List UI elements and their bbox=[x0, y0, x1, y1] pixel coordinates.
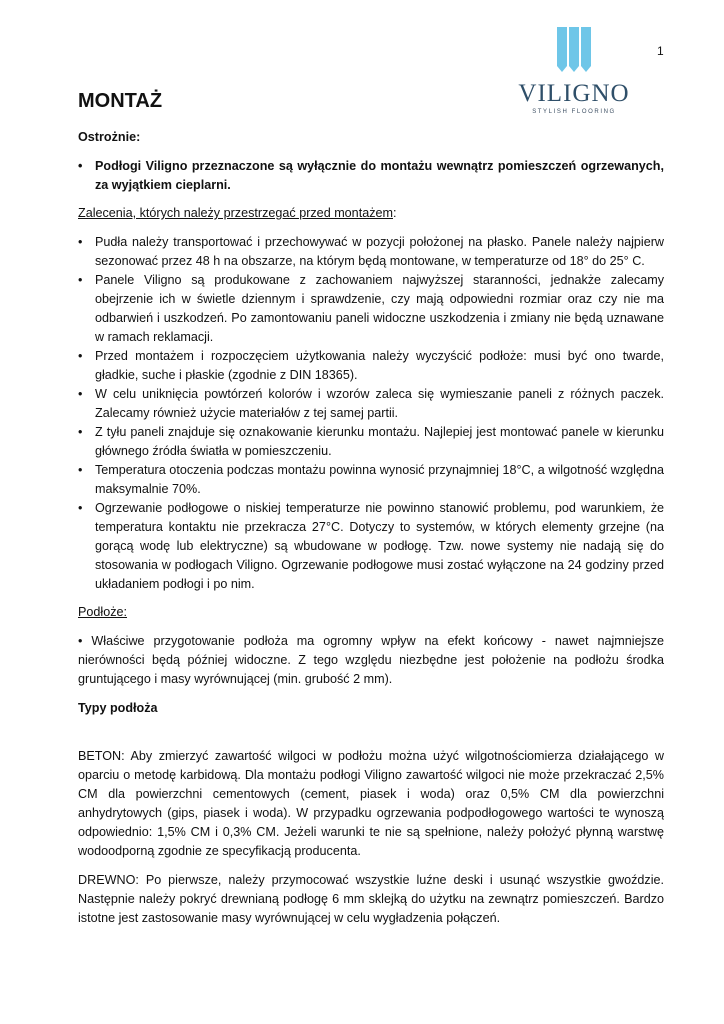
caution-list bbox=[78, 157, 664, 195]
document-body bbox=[78, 120, 664, 928]
recommendations-list bbox=[78, 233, 664, 594]
subfloor-heading: Podłoże: bbox=[78, 605, 128, 619]
concrete-paragraph: BETON: Aby zmierzyć zawartość wilgoci w podłożu można użyć wilgotnościomierza działającego w oparciu o metodę karbidową. Dla montażu podłogi Viligno zawartość wilgoci nie może przekraczać 2,5% CM dla powierzchni cementowych (cement, piasek i woda) oraz 0,5% CM dla powierzchni anhydrytowych (gips, piasek i woda). W przypadku ogrzewania podpodłogowego wartości te wynoszą odpowiednio: 1,5% CM i 0,3% CM. Jeżeli warunki te nie są spełnione, należy położyć płynną warstwę wodoodporną zgodnie ze specyfikacją producenta. bbox=[78, 749, 664, 858]
page-title: MONTAŻ bbox=[78, 90, 163, 112]
logo-tagline: STYLISH FLOORING bbox=[532, 109, 616, 115]
recommendations-heading-colon: : bbox=[393, 206, 397, 220]
recommendation-item: • Z tyłu paneli znajduje się oznakowanie kierunku montażu. Najlepiej jest montować panele w kierunku głównego źródła światła w pomieszczeniu. bbox=[78, 423, 664, 461]
subfloor-text: • Właściwe przygotowanie podłoża ma ogromny wpływ na efekt końcowy - nawet najmniejsze nierówności będą później widoczne. Z tego względu niezbędne jest położenie na podłożu środka gruntującego i masy wyrównującej (min. grubość 2 mm). bbox=[78, 634, 664, 686]
recommendation-item: • W celu uniknięcia powtórzeń kolorów i wzorów zaleca się wymieszanie paneli z różnych paczek. Zalecamy również użycie materiałów z tej samej partii. bbox=[78, 385, 664, 423]
subfloor-types-heading: Typy podłoża bbox=[78, 701, 158, 715]
logo-mark-icon bbox=[512, 24, 636, 80]
page-number: 1 bbox=[657, 44, 664, 58]
recommendations-heading bbox=[78, 204, 664, 223]
logo-brand-text: VILIGNO bbox=[518, 80, 630, 107]
recommendation-item: • Temperatura otoczenia podczas montażu powinna wynosić przynajmniej 18°C, a wilgotność względna maksymalnie 70%. bbox=[78, 461, 664, 499]
recommendation-item: • Panele Viligno są produkowane z zachowaniem najwyższej staranności, jednakże zalecamy obejrzenie ich w świetle dziennym i sprawdzenie, czy mają odpowiedni rozmiar oraz czy nie ma odbarwień i uszkodzeń. Po zamontowaniu paneli widoczne uszkodzenia i zmiany nie będą uznawane w ramach reklamacji. bbox=[78, 271, 664, 347]
recommendation-item: • Ogrzewanie podłogowe o niskiej temperaturze nie powinno stanowić problemu, pod warunkiem, że temperatura kontaktu nie przekracza 27°C. Dotyczy to systemów, w których elementy grzejne (na gorącą wodę lub elektryczne) są wbudowane w podłogę. Tzw. nowe systemy nie nadają się do stosowania w podłogach Viligno. Ogrzewanie podłogowe musi zostać wyłączone na 24 godziny przed układaniem podłogi i po nim. bbox=[78, 499, 664, 594]
wood-paragraph: DREWNO: Po pierwsze, należy przymocować wszystkie luźne deski i usunąć wszystkie gwoździe. Następnie należy pokryć drewnianą podłogę 6 mm sklejką do użytku na zewnątrz pomieszczeń. Bardzo istotne jest zastosowanie masy wyrównującej w celu wygładzenia połączeń. bbox=[78, 873, 664, 925]
recommendations-heading-text: Zalecenia, których należy przestrzegać przed montażem bbox=[78, 206, 393, 220]
caution-heading: Ostrożnie: bbox=[78, 130, 141, 144]
recommendation-item: • Pudła należy transportować i przechowywać w pozycji położonej na płasko. Panele należy najpierw sezonować przez 48 h na obszarze, na którym będą montowane, w temperaturze od 18° do 25° C. bbox=[78, 233, 664, 271]
caution-item: • Podłogi Viligno przeznaczone są wyłącznie do montażu wewnątrz pomieszczeń ogrzewanych, za wyjątkiem cieplarni. bbox=[78, 157, 664, 195]
recommendation-item: • Przed montażem i rozpoczęciem użytkowania należy wyczyścić podłoże: musi być ono twarde, gładkie, suche i płaskie (zgodnie z DIN 18365). bbox=[78, 347, 664, 385]
